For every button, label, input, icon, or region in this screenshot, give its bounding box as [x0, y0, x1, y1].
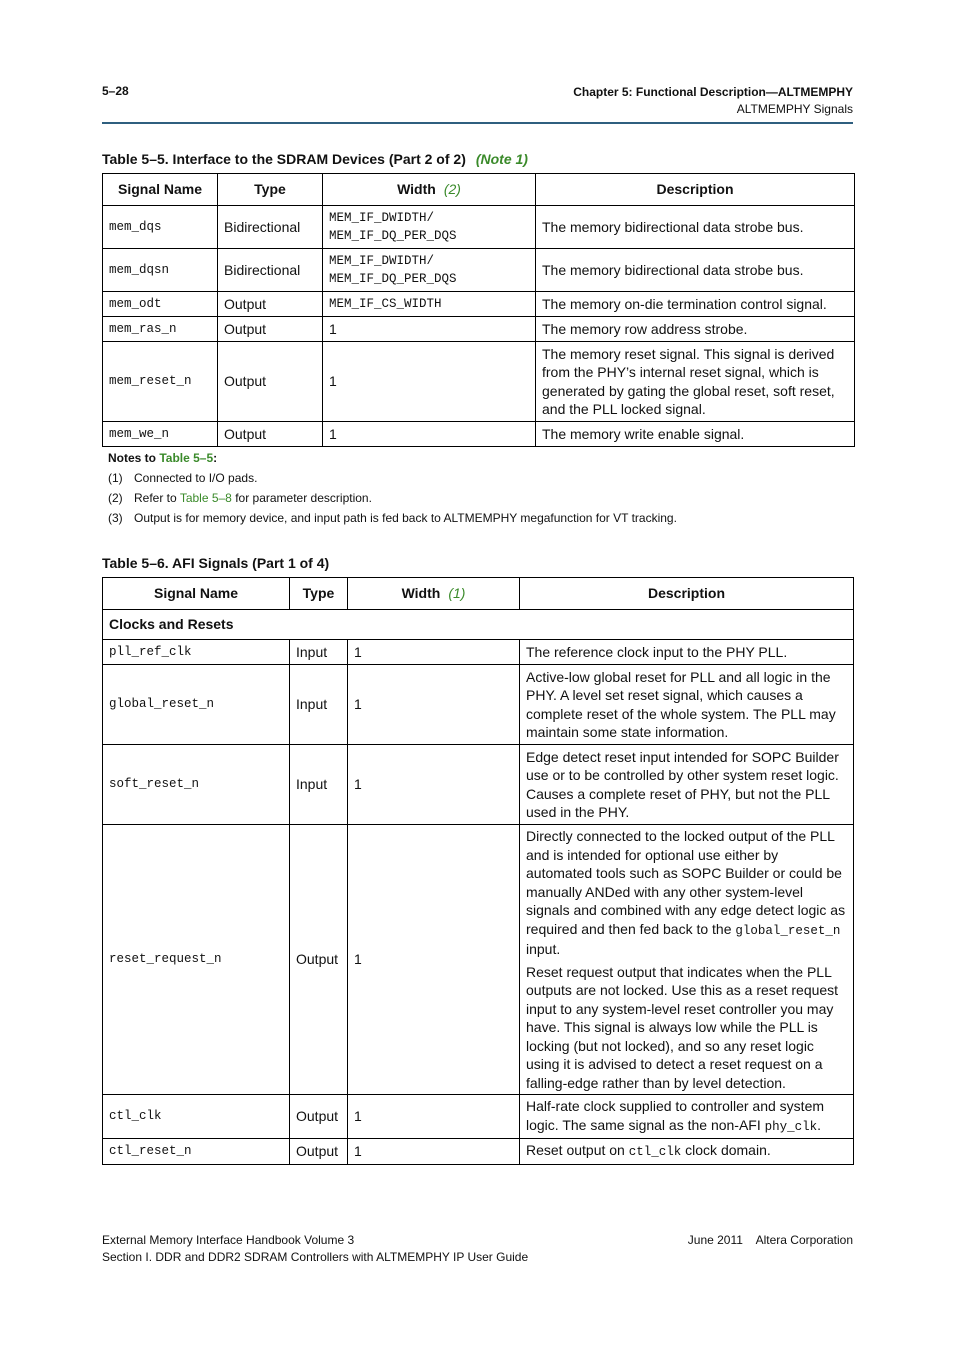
table-row — [103, 745, 854, 825]
table1 — [102, 173, 855, 447]
table2 — [102, 577, 854, 1165]
signal-description: Edge detect reset input intended for SOPC Builder use or to be controlled by other system reset logic. Causes a complete reset of PHY, but not the PLL used in the PHY. — [520, 745, 854, 825]
signal-type: Output — [218, 342, 323, 422]
signal-width: 1 — [348, 1139, 520, 1165]
description-paragraph: Reset request output that indicates when the PLL outputs are not locked. Use this as a reset request input to any system-level reset controller you may have. This signal is always low while the PLL is locking (but not locked), and so any reset logic using it is advised to detect a reset request on a falling-edge rather than by level detection. — [526, 963, 839, 1091]
table2-col-description: Description — [520, 578, 854, 610]
description-text: Reset output on — [526, 1142, 629, 1158]
signal-name: reset_request_n — [103, 825, 290, 1095]
signal-width-line1: MEM_IF_DWIDTH/ — [329, 253, 435, 268]
table2-col-width — [348, 578, 520, 610]
page-header — [102, 84, 853, 124]
table2-col-width-note[interactable]: (1) — [448, 585, 466, 602]
note-text: Refer to — [134, 491, 180, 505]
signal-width: MEM_IF_CS_WIDTH — [323, 292, 536, 317]
table1-caption-text: Table 5–5. Interface to the SDRAM Devices (Part 2 of 2) — [102, 151, 466, 167]
signal-width: 1 — [348, 640, 520, 665]
table2-col-width-label: Width — [401, 585, 441, 602]
signal-type: Output — [218, 292, 323, 317]
description-text: input. — [526, 941, 561, 957]
table-row — [103, 249, 855, 292]
table2-col-signal: Signal Name — [103, 578, 290, 610]
table1-col-width — [323, 174, 536, 206]
table1-col-width-label: Width — [397, 181, 436, 198]
table2-caption: Table 5–6. AFI Signals (Part 1 of 4) — [102, 555, 330, 571]
signal-width-line1: MEM_IF_DWIDTH/ — [329, 210, 435, 225]
signal-width: 1 — [348, 665, 520, 745]
description-text: Half-rate clock supplied to controller and system logic. The same signal as the non-AFI — [526, 1098, 825, 1133]
table-row — [103, 206, 855, 249]
signal-type: Input — [290, 665, 348, 745]
signal-width-line2: MEM_IF_DQ_PER_DQS — [329, 272, 457, 286]
signal-type: Bidirectional — [218, 206, 323, 249]
table1-header-row — [103, 174, 855, 206]
table-row — [103, 665, 854, 745]
inline-code: ctl_clk — [628, 1145, 682, 1159]
signal-type: Input — [290, 745, 348, 825]
section-title: ALTMEMPHY Signals — [736, 102, 853, 116]
table-row — [103, 1139, 854, 1165]
notes-title — [108, 451, 677, 465]
signal-description — [520, 1139, 854, 1165]
signal-name: ctl_reset_n — [103, 1139, 290, 1165]
note-text: Output is for memory device, and input path is fed back to ALTMEMPHY megafunction for VT tracking. — [134, 511, 677, 525]
note-text: Connected to I/O pads. — [134, 471, 258, 485]
notes-title-suffix: : — [213, 451, 218, 465]
signal-width: 1 — [323, 317, 536, 342]
signal-name: mem_odt — [103, 292, 218, 317]
running-head — [573, 84, 853, 118]
notes-title-link[interactable]: Table 5–5 — [159, 451, 214, 465]
chapter-title: Chapter 5: Functional Description—ALTMEMPHY — [573, 85, 853, 99]
description-text: Directly connected to the locked output of the PLL and is intended for optional use either by automated tools such as SOPC Builder or could be manually ANDed with any other system-level signals and combined with any edge detect logic as required and then fed back to the — [526, 828, 846, 937]
signal-name: mem_dqsn — [103, 249, 218, 292]
signal-type: Output — [290, 825, 348, 1095]
table1-notes — [108, 451, 677, 531]
note-text: for parameter description. — [231, 491, 372, 505]
signal-width — [323, 206, 536, 249]
signal-name: pll_ref_clk — [103, 640, 290, 665]
note-number: (3) — [108, 511, 123, 525]
table1-col-width-note[interactable]: (2) — [443, 181, 461, 198]
table-row — [103, 317, 855, 342]
signal-description — [520, 1095, 854, 1139]
table1-col-signal: Signal Name — [103, 174, 218, 206]
table1-caption — [102, 151, 528, 167]
section-heading: Clocks and Resets — [103, 610, 854, 640]
description-paragraph — [526, 827, 847, 959]
footer-date-company: June 2011 Altera Corporation — [687, 1233, 853, 1247]
note-item — [108, 491, 677, 511]
signal-description: Active-low global reset for PLL and all logic in the PHY. A level set reset signal, which causes a complete reset of the whole system. The PLL may maintain some state information. — [520, 665, 854, 745]
note-link[interactable]: Table 5–8 — [179, 491, 232, 505]
signal-description: The memory bidirectional data strobe bus. — [536, 206, 855, 249]
signal-width: 1 — [323, 342, 536, 422]
table1-caption-note[interactable]: (Note 1) — [475, 151, 528, 167]
signal-name: soft_reset_n — [103, 745, 290, 825]
table-row — [103, 640, 854, 665]
signal-name: mem_we_n — [103, 422, 218, 447]
table-row — [103, 825, 854, 1095]
signal-type: Output — [290, 1139, 348, 1165]
note-number: (1) — [108, 471, 123, 485]
inline-code: global_reset_n — [735, 923, 841, 938]
table1-col-type: Type — [218, 174, 323, 206]
signal-name: mem_ras_n — [103, 317, 218, 342]
table1-col-description: Description — [536, 174, 855, 206]
signal-type: Output — [290, 1095, 348, 1139]
footer-book-title: External Memory Interface Handbook Volume 3 — [102, 1233, 355, 1247]
signal-description: The memory reset signal. This signal is derived from the PHY’s internal reset signal, which is generated by gating the global reset, soft reset, and the PLL locked signal. — [536, 342, 855, 422]
description-text: clock domain. — [681, 1142, 771, 1158]
signal-name: global_reset_n — [103, 665, 290, 745]
signal-type: Input — [290, 640, 348, 665]
signal-width: 1 — [323, 422, 536, 447]
signal-name: ctl_clk — [103, 1095, 290, 1139]
footer-section-title: Section I. DDR and DDR2 SDRAM Controllers with ALTMEMPHY IP User Guide — [102, 1250, 529, 1264]
signal-name: mem_reset_n — [103, 342, 218, 422]
footer-left — [102, 1232, 528, 1266]
signal-description — [520, 825, 854, 1095]
table2-header-row — [103, 578, 854, 610]
page-number: 5–28 — [102, 84, 129, 98]
table-row — [103, 422, 855, 447]
notes-title-prefix: Notes to — [108, 451, 160, 465]
signal-type: Output — [218, 422, 323, 447]
signal-description: The reference clock input to the PHY PLL. — [520, 640, 854, 665]
signal-description: The memory on-die termination control signal. — [536, 292, 855, 317]
note-item — [108, 471, 677, 491]
section-row — [103, 610, 854, 640]
signal-type: Output — [218, 317, 323, 342]
signal-width: 1 — [348, 825, 520, 1095]
signal-description: The memory write enable signal. — [536, 422, 855, 447]
signal-description: The memory bidirectional data strobe bus. — [536, 249, 855, 292]
table2-col-type: Type — [290, 578, 348, 610]
description-text: . — [817, 1116, 822, 1133]
note-item — [108, 511, 677, 531]
signal-description: The memory row address strobe. — [536, 317, 855, 342]
note-number: (2) — [108, 491, 123, 505]
signal-name: mem_dqs — [103, 206, 218, 249]
table-row — [103, 292, 855, 317]
signal-width: 1 — [348, 1095, 520, 1139]
table-row — [103, 1095, 854, 1139]
inline-code: phy_clk — [764, 1119, 818, 1134]
table-row — [103, 342, 855, 422]
signal-width-line2: MEM_IF_DQ_PER_DQS — [329, 229, 457, 243]
signal-width: 1 — [348, 745, 520, 825]
signal-width — [323, 249, 536, 292]
signal-type: Bidirectional — [218, 249, 323, 292]
